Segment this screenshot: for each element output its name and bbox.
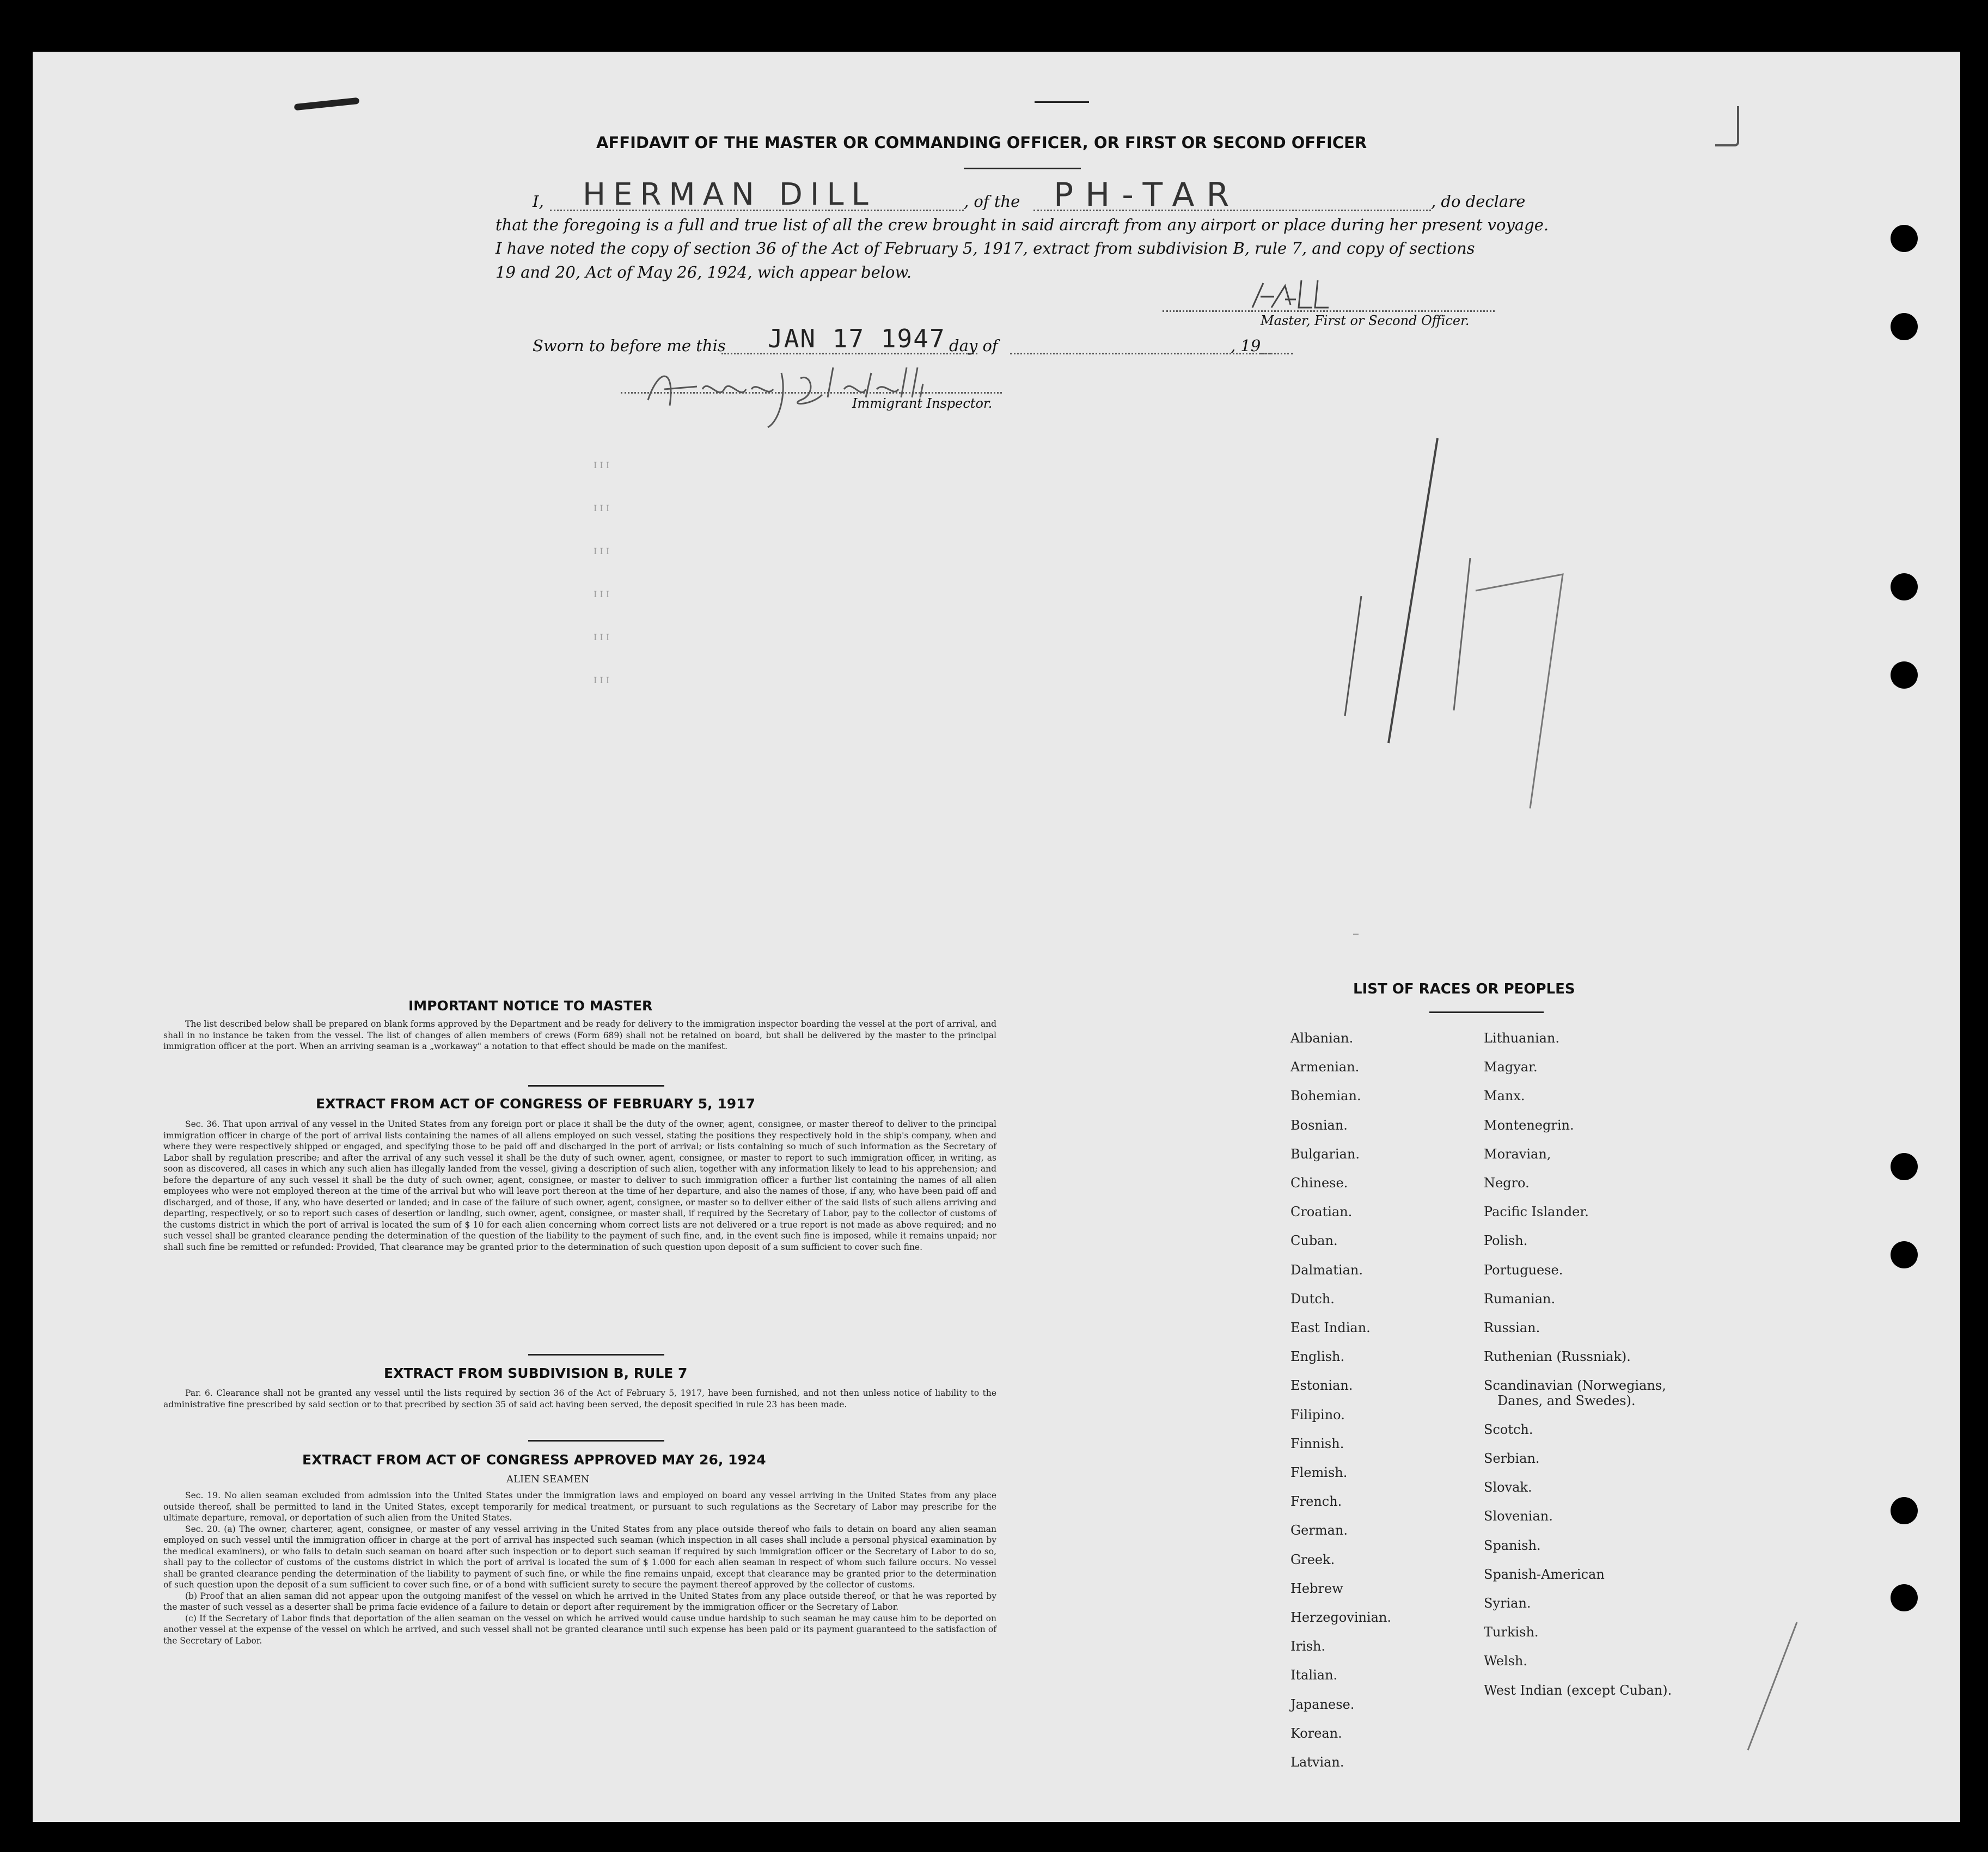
race-item: Lithuanian. (1484, 1031, 1560, 1046)
extract1-rule (528, 1354, 664, 1356)
race-item: Cuban. (1290, 1233, 1338, 1249)
extract1-text (163, 1119, 996, 1253)
extract2-text (163, 1388, 996, 1410)
race-item: Spanish-American (1484, 1566, 1605, 1582)
document-page (33, 52, 1960, 1822)
race-item: Bulgarian. (1290, 1146, 1360, 1162)
race-item: Dalmatian. (1290, 1262, 1363, 1278)
race-item: Slovak. (1484, 1480, 1532, 1495)
race-item: Manx. (1484, 1088, 1525, 1104)
sworn-prefix: Sworn to before me this (533, 336, 726, 355)
extract2-title: EXTRACT FROM SUBDIVISION B, RULE 7 (384, 1365, 688, 1381)
race-item: Finnish. (1290, 1436, 1344, 1451)
race-item: Albanian. (1290, 1031, 1354, 1046)
race-item: Magyar. (1484, 1059, 1538, 1075)
race-item: Filipino. (1290, 1407, 1345, 1422)
races-title: LIST OF RACES OR PEOPLES (1353, 981, 1575, 997)
scan-smudge (294, 97, 360, 111)
race-item: German. (1290, 1523, 1348, 1538)
race-item: Latvian. (1290, 1755, 1344, 1770)
race-item: Slovenian. (1484, 1508, 1553, 1524)
day-of-label: day of (949, 336, 998, 355)
race-item: Bohemian. (1290, 1088, 1361, 1104)
race-item: Turkish. (1484, 1624, 1539, 1640)
punch-hole (1891, 1153, 1918, 1180)
race-item: Hebrew (1290, 1580, 1343, 1596)
race-item: Spanish. (1484, 1537, 1541, 1553)
race-item: East Indian. (1290, 1320, 1371, 1335)
of-the-label: , of the (964, 192, 1020, 211)
sec20a-paragraph: Sec. 20. (a) The owner, charterer, agent, consignee, or master of any vessel arriving in the United States from any place outside thereof who fails to detain on board any alien seaman employed on such vessel until the immigration officer in charge at the port of arrival has inspected such seaman (which inspection in all cases shall include a personal physical examination by the medical examiners), or who fails to detain such seaman on board after such inspection or to deport such seaman if required by such immigration officer or the Secretary of Labor to do so, shall pay to the collector of customs of the customs district in which the port of arrival is located the sum of $ 1.000 for each alien seaman in respect of whom such failure occurs. No vessel shall be granted clearance pending the determination of the liability to payment of such fine, or while the fine remains unpaid, except that clearance may be granted prior to the determination of such question upon the deposit of a sum sufficient to cover such fine, or of a bond with sufficient surety to secure the payment thereof approved by the collector of customs. (163, 1524, 996, 1590)
extract1-title: EXTRACT FROM ACT OF CONGRESS OF FEBRUARY 5, 1917 (316, 1096, 755, 1112)
extract3-text (163, 1490, 996, 1646)
race-item: Montenegrin. (1484, 1117, 1574, 1133)
extract2-rule (528, 1440, 664, 1442)
master-name[interactable]: HERMAN DILL (583, 177, 876, 212)
top-dash (1035, 101, 1089, 103)
notice-paragraph: The list described below shall be prepared on blank forms approved by the Department and be ready for delivery to the immigration inspector boarding the vessel at the port of arrival, and shall in no instance be taken from the vessel. The list of changes of alien members of crews (Form 689) shall not be retained on board, but shall be delivered by the master to the principal immigration officer at the port. When an arriving seaman is a „workaway" a notation to that effect should be made on the manifest. (163, 1019, 996, 1051)
pencil-stroke (1742, 1620, 1808, 1756)
faint-tick-marks: I I I I I I I I I I I I I I I I I I (594, 460, 610, 685)
punch-hole (1891, 1584, 1918, 1611)
race-item: Moravian, (1484, 1146, 1551, 1162)
race-item: Welsh. (1484, 1653, 1527, 1669)
date-stamp: JAN 17 1947 (768, 324, 946, 353)
race-item: Greek. (1290, 1551, 1335, 1567)
race-item: Rumanian. (1484, 1291, 1556, 1307)
title-rule (964, 168, 1081, 169)
punch-hole (1891, 1497, 1918, 1524)
punch-hole (1891, 1241, 1918, 1268)
race-item: Russian. (1484, 1320, 1540, 1335)
race-item: Scandinavian (Norwegians, (1484, 1378, 1666, 1394)
race-item: Armenian. (1290, 1059, 1360, 1075)
year-prefix: , 19 (1231, 336, 1261, 355)
inspector-caption: Immigrant Inspector. (852, 396, 993, 411)
race-item: Syrian. (1484, 1596, 1531, 1611)
vessel-name[interactable]: PH-TAR (1054, 176, 1241, 214)
master-signature (1247, 275, 1356, 318)
race-item: Dutch. (1290, 1291, 1335, 1307)
race-item: Estonian. (1290, 1378, 1353, 1394)
race-item: Irish. (1290, 1639, 1326, 1654)
affidavit-line2: that the foregoing is a full and true list of all the crew brought in said aircraft from any airport or place during her present voyage. (496, 216, 1549, 234)
races-rule (1429, 1011, 1544, 1013)
affidavit-line3: I have noted the copy of section 36 of the Act of February 5, 1917, extract from subdivision B, rule 7, and copy of sections (496, 239, 1475, 257)
affidavit-line4: 19 and 20, Act of May 26, 1924, wich appear below. (496, 263, 912, 281)
faint-dash (1353, 934, 1359, 935)
corner-mark (1715, 106, 1739, 146)
inspector-signature (637, 357, 1018, 433)
sec36-paragraph: Sec. 36. That upon arrival of any vessel in the United States from any foreign port or place it shall be the duty of the owner, agent, consignee, or master thereof to deliver to the principal immigration officer in charge of the port of arrival lists containing the names of all aliens employed on such vessel, stating the positions they respectively hold in the ship's company, when and where they were respectively shipped or engaged, and specifying those to be paid off and discharged in the port of arrival; or lists containing so much of such information as the Secretary of Labor shall by regulation prescribe; and after the arrival of any such vessel it shall be the duty of such owner, agent, consignee, or master to report to such immigration officer, in writing, as soon as discovered, all cases in which any such alien has illegally landed from the vessel, giving a description of such alien, together with any information likely to lead to his apprehension; and before the departure of any such vessel it shall be the duty of such owner, agent, consignee, or master to deliver to such immigration officer a further list containing the names of all alien employees who were not employed thereon at the time of the arrival but who will leave port thereon at the time of her departure, and also the names of those, if any, who have been paid off and discharged, and of those, if any, who have deserted or landed; and in case of the failure of such owner, agent, consignee, or master so to deliver either of the said lists of such aliens arriving and departing, respectively, or so to report such cases of desertion or landing, such owner, agent, consignee, or master shall, if required by the Secretary of Labor, pay to the collector of customs of the customs district in which the port of arrival is located the sum of $ 10 for each alien concerning whom correct lists are not delivered or a true report is not made as above required; and no such vessel shall be granted clearance pending the determination of the question of the liability to the payment of such fine, and, in the event such fine is imposed, while it remains unpaid; nor shall such fine be remitted or refunded: Provided, That clearance may be granted prior to the determination of such question upon deposit of a sum sufficient to cover such fine. (163, 1119, 996, 1252)
race-item: Serbian. (1484, 1451, 1540, 1466)
race-item: French. (1290, 1494, 1342, 1510)
year-line (1261, 353, 1293, 354)
punch-hole (1891, 573, 1918, 600)
notice-title: IMPORTANT NOTICE TO MASTER (408, 998, 653, 1014)
sec20c-paragraph: (c) If the Secretary of Labor finds that deportation of the alien seaman on the vessel on which he arrived would cause undue hardship to such seaman he may cause him to be deported on another vessel at the expense of the vessel on which he arrived, and such vessel shall not be granted clearance until such expense has been paid or its payment guaranteed to the satisfaction of the Secretary of Labor. (163, 1613, 996, 1646)
race-item: Polish. (1484, 1233, 1528, 1249)
notice-text (163, 1019, 996, 1052)
punch-hole (1891, 313, 1918, 340)
punch-hole (1891, 225, 1918, 252)
race-item: Ruthenian (Russniak). (1484, 1349, 1631, 1365)
sec20b-paragraph: (b) Proof that an alien saman did not appear upon the outgoing manifest of the vessel on which he arrived in the United States from any place outside thereof, or that he was reported by the master of such vessel as a deserter shall be prima facie evidence of a failure to detain or deport after requirement by the immigration officer or the Secretary of Labor. (163, 1591, 996, 1612)
race-item: West Indian (except Cuban). (1484, 1682, 1672, 1698)
race-item: Negro. (1484, 1175, 1530, 1191)
i-prefix: I, (533, 192, 544, 211)
alien-seamen-subtitle: ALIEN SEAMEN (506, 1474, 590, 1485)
race-item: Italian. (1290, 1667, 1338, 1683)
race-item: Portuguese. (1484, 1262, 1563, 1278)
race-item: Pacific Islander. (1484, 1204, 1589, 1220)
handwritten-mark (1307, 433, 1634, 814)
master-caption: Master, First or Second Officer. (1261, 313, 1470, 328)
do-declare-label: , do declare (1431, 192, 1526, 211)
race-item: Flemish. (1290, 1465, 1348, 1480)
race-item: Danes, and Swedes). (1497, 1393, 1636, 1408)
race-item: Korean. (1290, 1725, 1342, 1741)
race-item: Scotch. (1484, 1421, 1533, 1437)
race-item: Chinese. (1290, 1175, 1348, 1191)
race-item: Japanese. (1290, 1696, 1355, 1712)
race-item: Bosnian. (1290, 1117, 1348, 1133)
extract3-title: EXTRACT FROM ACT OF CONGRESS APPROVED MAY 26, 1924 (302, 1452, 766, 1468)
race-item: Croatian. (1290, 1204, 1353, 1220)
rule7-paragraph: Par. 6. Clearance shall not be granted any vessel until the lists required by section 36 of the Act of February 5, 1917, have been furnished, and not then unless notice of liability to the administrative fine prescribed by said section or to that precribed by section 35 of said act having been served, the deposit specified in rule 23 has been made. (163, 1388, 996, 1409)
notice-rule (528, 1085, 664, 1087)
sec19-paragraph: Sec. 19. No alien seaman excluded from admission into the United States under the immigration laws and employed on board any vessel arriving in the United States from any place outside thereof, shall be permitted to land in the United States, except temporarily for medical treatment, or pursuant to such regulations as the Secretary of Labor may prescribe for the ultimate departure, removal, or deportation of such alien from the United States. (163, 1491, 996, 1523)
race-item: English. (1290, 1349, 1345, 1365)
affidavit-title: AFFIDAVIT OF THE MASTER OR COMMANDING OFFICER, OR FIRST OR SECOND OFFICER (596, 133, 1367, 152)
punch-hole (1891, 661, 1918, 689)
race-item: Herzegovinian. (1290, 1610, 1392, 1625)
